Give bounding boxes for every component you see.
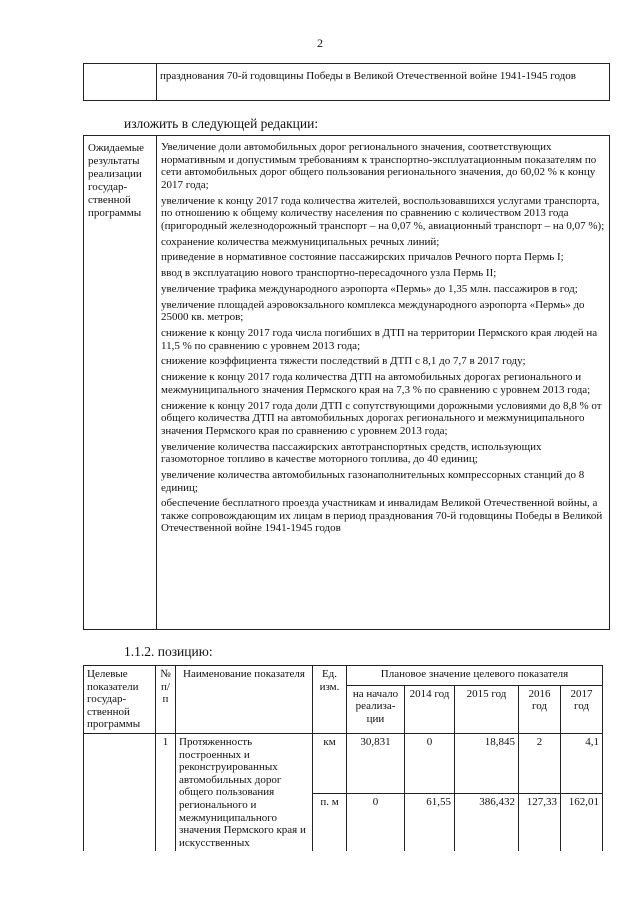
col-2017-header: 2017 год xyxy=(561,685,603,733)
header-row xyxy=(84,666,603,686)
result-item: увеличение трафика международного аэропорта «Пермь» до 1,35 млн. пассажиров в год; xyxy=(161,282,578,295)
unit-cell: км xyxy=(313,733,347,793)
unit-cell: п. м xyxy=(313,793,347,851)
value-2017: 162,01 xyxy=(561,793,603,851)
table-row xyxy=(84,733,603,793)
result-item: Увеличение доли автомобильных дорог регионального значения, соответствующих нормативным и допустимым требованиям к транспортно-эксплуатационным показателям по сети автомобильных дорог общего пользования регионального значения, до 60,02 % к концу 2017 года; xyxy=(161,141,597,191)
column-divider xyxy=(156,64,157,100)
expected-results-table xyxy=(83,135,610,630)
page-number: 2 xyxy=(317,36,323,50)
col-2015-header: 2015 год xyxy=(455,685,519,733)
result-item: увеличение к концу 2017 года количества жителей, воспользовавшихся услугами транспорта, по отношению к общему количеству населения по сравнению с количеством 2013 года (пригородный железнодорожный транспорт – на 0,07 %, авиационный транспорт – на 0,07 %); xyxy=(161,194,605,232)
expected-results-label: Ожидаемые результаты реализации государ-ственной программы xyxy=(88,142,145,219)
value-2016: 2 xyxy=(519,733,561,793)
value-2015: 386,432 xyxy=(455,793,519,851)
target-indicators-table xyxy=(83,665,603,851)
instruction-heading: изложить в следующей редакции: xyxy=(124,116,319,131)
result-item: увеличение площадей аэровокзального комплекса международного аэропорта «Пермь» до 25000 кв. метров; xyxy=(161,298,585,324)
result-item: увеличение количества автомобильных газонаполнительных компрессорных станций до 8 единиц; xyxy=(161,468,585,494)
continuation-text: празднования 70-й годовщины Победы в Великой Отечественной войне 1941-1945 годов xyxy=(160,70,576,82)
value-2014: 61,55 xyxy=(405,793,455,851)
result-item: увеличение количества пассажирских автотранспортных средств, использующих газомоторное топливо в качестве моторного топлива, до 40 единиц; xyxy=(161,440,542,466)
result-item: снижение к концу 2017 года числа погибших в ДТП на территории Пермского края людей на 11,5 % по сравнению с уровнем 2013 года; xyxy=(161,327,598,352)
indicator-name: Протяженность построенных и реконструированных автомобильных дорог общего пользования регионального и межмуниципального значения Пермского края и искусственных xyxy=(176,733,313,851)
expected-results-list xyxy=(161,141,607,538)
value-start: 30,831 xyxy=(347,733,405,793)
value-2014: 0 xyxy=(405,733,455,793)
col-2014-header: 2014 год xyxy=(405,685,455,733)
result-item: снижение коэффициента тяжести последствий в ДТП с 8,1 до 7,7 в 2017 году; xyxy=(161,355,526,368)
section-heading: 1.1.2. позицию: xyxy=(124,644,213,659)
col-targets-header: Целевые показатели государ-ственной программы xyxy=(84,666,156,734)
col-plan-header: Плановое значение целевого показателя xyxy=(347,666,603,686)
result-item: приведение в нормативное состояние пассажирских причалов Речного порта Пермь I; xyxy=(161,251,564,264)
continuation-table xyxy=(83,63,610,101)
targets-cell xyxy=(84,733,156,851)
value-2015: 18,845 xyxy=(455,733,519,793)
result-item: обеспечение бесплатного проезда участникам и инвалидам Великой Отечественной войны, а также сопровождающим их лицам в период празднования 70-й годовщины Победы в Великой Отечественной войне 1941-1945 годов xyxy=(161,497,603,535)
col-start-header: на начало реализа-ции xyxy=(347,685,405,733)
value-2017: 4,1 xyxy=(561,733,603,793)
result-item: ввод в эксплуатацию нового транспортно-пересадочного узла Пермь II; xyxy=(161,267,497,280)
result-item: сохранение количества межмуниципальных речных линий; xyxy=(161,235,440,248)
result-item: снижение к концу 2017 года доли ДТП с сопутствующими дорожными условиями до 8,8 % от общего количества ДТП на автомобильных дорогах регионального и межмуниципального значения Пермского края по сравнению с уровнем 2013 года; xyxy=(161,399,602,437)
col-unit-header: Ед. изм. xyxy=(313,666,347,734)
col-name-header: Наименование показателя xyxy=(176,666,313,734)
value-2016: 127,33 xyxy=(519,793,561,851)
value-start: 0 xyxy=(347,793,405,851)
col-number-header: № п/п xyxy=(156,666,176,734)
result-item: снижение к концу 2017 года количества ДТП на автомобильных дорогах регионального и межмуниципального значения Пермского края на 7,3 % по сравнению с уровнем 2013 года; xyxy=(161,371,591,396)
row-number: 1 xyxy=(156,733,176,851)
col-2016-header: 2016 год xyxy=(519,685,561,733)
column-divider xyxy=(156,136,157,629)
